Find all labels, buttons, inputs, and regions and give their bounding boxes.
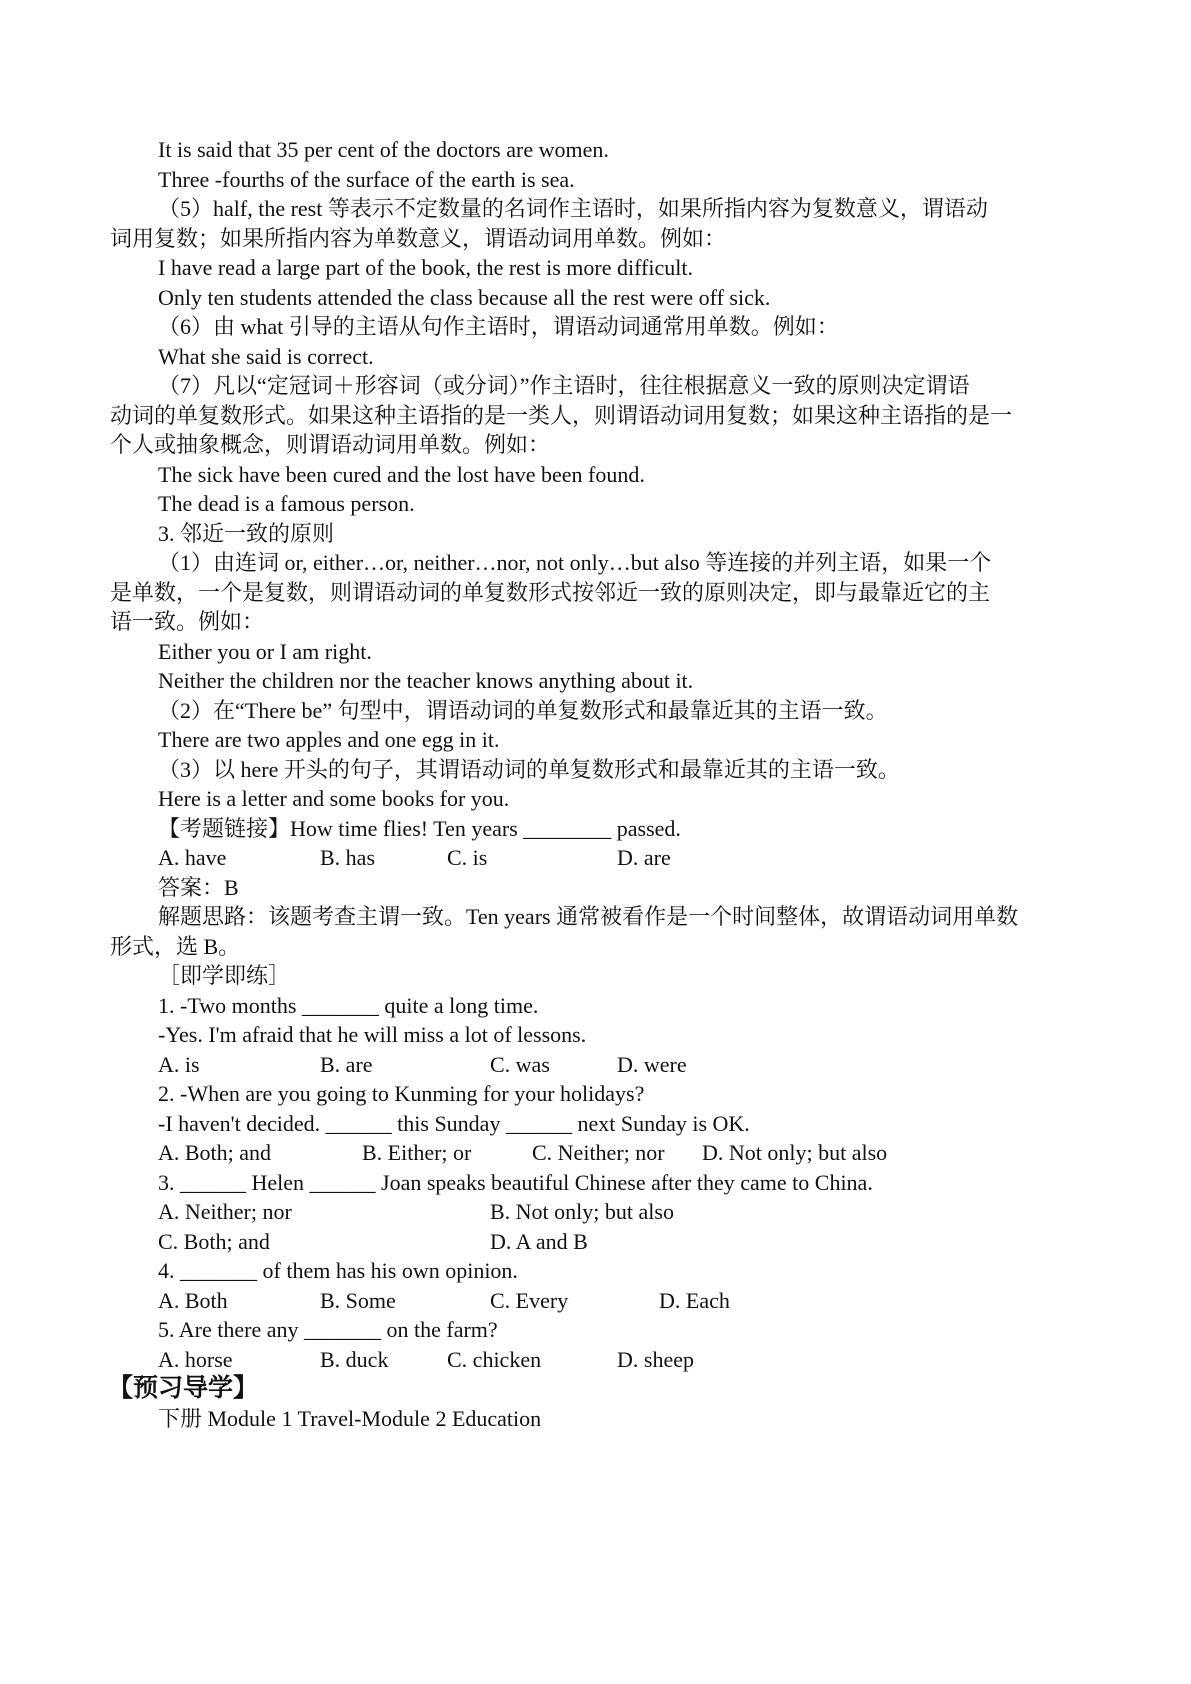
explanation: 解题思路：该题考查主谓一致。Ten years 通常被看作是一个时间整体，故谓语动词用单数 — [158, 904, 1019, 929]
rule-text: （6）由 what 引导的主语从句作主语时，谓语动词通常用单数。例如： — [158, 314, 839, 339]
option: C. was — [490, 1052, 550, 1077]
option: A. Both; and — [158, 1140, 272, 1165]
question-4: 4. _______ of them has his own opinion. — [158, 1258, 518, 1283]
question-1-reply: -Yes. I'm afraid that he will miss a lot of lessons. — [158, 1022, 587, 1047]
option: A. Neither; nor — [158, 1199, 292, 1224]
example-sentence: Neither the children nor the teacher knows anything about it. — [158, 668, 694, 693]
question-2: 2. -When are you going to Kunming for your holidays? — [158, 1081, 645, 1106]
question-2-options — [0, 1138, 1191, 1168]
option: B. Not only; but also — [490, 1199, 674, 1224]
option: A. horse — [158, 1347, 233, 1372]
example-sentence: There are two apples and one egg in it. — [158, 727, 500, 752]
example-sentence: Either you or I am right. — [158, 639, 372, 664]
explanation: 形式，选 B。 — [110, 934, 241, 959]
example-sentence: Three -fourths of the surface of the earth is sea. — [158, 167, 575, 192]
rule-text: 个人或抽象概念，则谓语动词用单数。例如： — [110, 432, 551, 457]
rule-text: 动词的单复数形式。如果这种主语指的是一类人，则谓语动词用复数；如果这种主语指的是一 — [110, 403, 1013, 428]
rule-text: 语一致。例如： — [110, 609, 265, 634]
exam-options — [0, 843, 1191, 873]
question-5: 5. Are there any _______ on the farm? — [158, 1317, 498, 1342]
option: B. has — [320, 845, 375, 870]
option: A. Both — [158, 1288, 228, 1313]
question-2-reply: -I haven't decided. ______ this Sunday ______ next Sunday is OK. — [158, 1111, 750, 1136]
option: A. have — [158, 845, 227, 870]
rule-text: （2）在“There be” 句型中，谓语动词的单复数形式和最靠近其的主语一致。 — [158, 698, 888, 723]
option: C. Neither; nor — [532, 1140, 665, 1165]
example-sentence: The sick have been cured and the lost have been found. — [158, 462, 645, 487]
question-1-options — [0, 1050, 1191, 1080]
option: D. sheep — [617, 1347, 694, 1372]
example-sentence: I have read a large part of the book, the rest is more difficult. — [158, 255, 693, 280]
section-heading: 【预习导学】 — [108, 1373, 259, 1402]
option: C. is — [447, 845, 488, 870]
question-1: 1. -Two months _______ quite a long time. — [158, 993, 539, 1018]
practice-heading: ［即学即练］ — [158, 963, 291, 988]
example-sentence: Only ten students attended the class because all the rest were off sick. — [158, 285, 771, 310]
answer: 答案：B — [158, 875, 239, 900]
option: D. Not only; but also — [702, 1140, 888, 1165]
example-sentence: It is said that 35 per cent of the doctors are women. — [158, 137, 609, 162]
question-3-options — [0, 1197, 1191, 1227]
option: D. A and B — [490, 1229, 588, 1254]
rule-text: （7）凡以“定冠词＋形容词（或分词）”作主语时，往往根据意义一致的原则决定谓语 — [158, 373, 970, 398]
option: D. were — [617, 1052, 687, 1077]
option: D. are — [617, 845, 671, 870]
question-4-options — [0, 1286, 1191, 1316]
example-sentence: What she said is correct. — [158, 344, 374, 369]
module-range: 下册 Module 1 Travel-Module 2 Education — [158, 1406, 542, 1431]
option: C. chicken — [447, 1347, 542, 1372]
rule-text: （1）由连词 or, either…or, neither…nor, not only…but also 等连接的并列主语，如果一个 — [158, 550, 992, 575]
rule-text: 词用复数；如果所指内容为单数意义，谓语动词用单数。例如： — [110, 226, 727, 251]
example-sentence: Here is a letter and some books for you. — [158, 786, 510, 811]
option: C. Every — [490, 1288, 569, 1313]
subsection-title: 3. 邻近一致的原则 — [158, 521, 335, 546]
option: B. Either; or — [362, 1140, 472, 1165]
option: A. is — [158, 1052, 200, 1077]
option: D. Each — [659, 1288, 730, 1313]
rule-text: （3）以 here 开头的句子，其谓语动词的单复数形式和最靠近其的主语一致。 — [158, 757, 900, 782]
option: B. are — [320, 1052, 373, 1077]
question-3: 3. ______ Helen ______ Joan speaks beautiful Chinese after they came to China. — [158, 1170, 873, 1195]
question-3-options — [0, 1227, 1191, 1257]
rule-text: （5）half, the rest 等表示不定数量的名词作主语时，如果所指内容为复数意义，谓语动 — [158, 196, 988, 221]
question-5-options — [0, 1345, 1191, 1375]
rule-text: 是单数，一个是复数，则谓语动词的单复数形式按邻近一致的原则决定，即与最靠近它的主 — [110, 580, 991, 605]
option: B. Some — [320, 1288, 396, 1313]
exam-question: 【考题链接】How time flies! Ten years ________ passed. — [158, 816, 681, 841]
option: B. duck — [320, 1347, 389, 1372]
option: C. Both; and — [158, 1229, 270, 1254]
example-sentence: The dead is a famous person. — [158, 491, 415, 516]
